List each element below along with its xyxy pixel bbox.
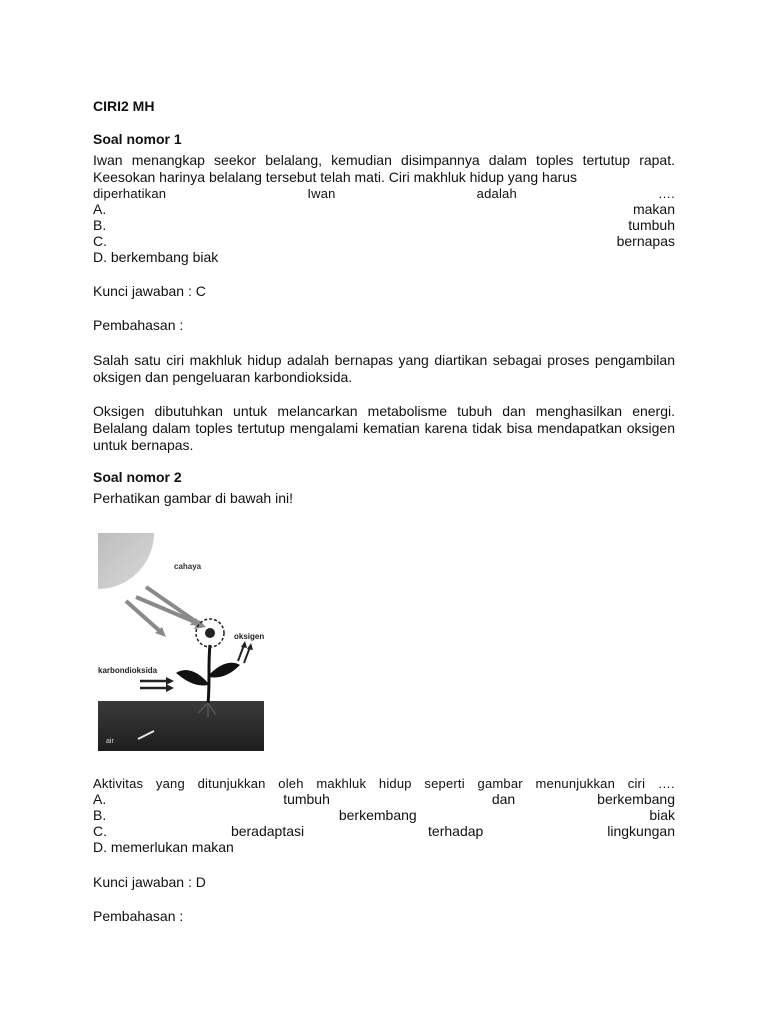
question-1-option-c bbox=[93, 233, 675, 250]
option-label: A. bbox=[93, 791, 107, 807]
option-word: berkembang bbox=[597, 791, 675, 807]
word: diperhatikan bbox=[93, 186, 167, 201]
word: Aktivitas bbox=[93, 776, 144, 791]
co2-arrowhead bbox=[166, 677, 174, 685]
document-title: CIRI2 MH bbox=[93, 98, 155, 114]
question-2-option-a bbox=[93, 791, 675, 808]
option-text: makan bbox=[632, 201, 675, 217]
option-label: B. bbox=[93, 217, 107, 233]
plant-leaf bbox=[209, 663, 240, 678]
question-2-question-text bbox=[93, 775, 675, 792]
option-text: bernapas bbox=[616, 233, 675, 249]
soil-shape bbox=[98, 701, 264, 751]
sun-shape bbox=[98, 533, 154, 589]
co2-label: karbondioksida bbox=[98, 666, 158, 675]
question-1-option-a bbox=[93, 201, 675, 218]
option-word: lingkungan bbox=[607, 823, 675, 839]
option-word: beradaptasi bbox=[230, 823, 305, 839]
oxygen-arrowhead bbox=[241, 641, 247, 648]
word: yang bbox=[155, 776, 185, 791]
light-label: cahaya bbox=[174, 562, 202, 571]
option-label: C. bbox=[93, 823, 107, 839]
plant-leaf bbox=[176, 670, 208, 685]
photosynthesis-illustration bbox=[98, 533, 278, 753]
option-label: A. bbox=[93, 201, 107, 217]
word: gambar bbox=[477, 776, 523, 791]
light-rays bbox=[126, 587, 202, 633]
plant-stem bbox=[208, 645, 210, 703]
question-2-discussion-label: Pembahasan : bbox=[93, 908, 184, 924]
option-word: berkembang bbox=[338, 807, 417, 823]
option-word: terhadap bbox=[428, 823, 484, 839]
question-1-discussion-paragraph-2: Oksigen dibutuhkan untuk melancarkan metabolisme tubuh dan menghasilkan energi. Belalang dalam toples tertutup mengalami kematian karena tidak bisa mendapatkan oksigen untuk bernapas. bbox=[93, 403, 675, 453]
word: Iwan bbox=[307, 186, 336, 201]
question-2-heading: Soal nomor 2 bbox=[93, 469, 182, 485]
question-1-option-d: D. berkembang biak bbox=[93, 249, 219, 265]
question-2-option-b bbox=[93, 807, 675, 824]
word: ditunjukkan bbox=[197, 776, 266, 791]
oxygen-label: oksigen bbox=[234, 632, 265, 641]
word: adalah bbox=[476, 186, 517, 201]
option-label: B. bbox=[93, 807, 107, 823]
question-1-discussion-label: Pembahasan : bbox=[93, 317, 184, 333]
option-text: tumbuh bbox=[628, 217, 675, 233]
word: menunjukkan bbox=[535, 776, 616, 791]
co2-arrowhead bbox=[166, 684, 174, 692]
option-word: biak bbox=[649, 807, 675, 823]
word: oleh bbox=[278, 776, 304, 791]
question-1-heading: Soal nomor 1 bbox=[93, 131, 182, 147]
photosynthesis-figure bbox=[98, 533, 278, 753]
word: seperti bbox=[424, 776, 465, 791]
question-2-option-c bbox=[93, 823, 675, 840]
option-word: tumbuh bbox=[283, 791, 330, 807]
question-2-instruction: Perhatikan gambar di bawah ini! bbox=[93, 490, 294, 506]
word: ciri bbox=[627, 776, 646, 791]
question-2-answer-key: Kunci jawaban : D bbox=[93, 874, 206, 890]
question-1-text-last-line bbox=[93, 185, 675, 202]
question-1-text: Iwan menangkap seekor belalang, kemudian disimpannya dalam toples tertutup rapat. Keesokan harinya belalang tersebut telah mati. Ciri makhluk hidup yang harus bbox=[93, 152, 675, 185]
oxygen-arrowhead bbox=[247, 643, 253, 650]
question-1-answer-key: Kunci jawaban : C bbox=[93, 283, 206, 299]
option-word: dan bbox=[491, 791, 516, 807]
word: makhluk bbox=[316, 776, 367, 791]
question-1-discussion-paragraph-1: Salah satu ciri makhluk hidup adalah bernapas yang diartikan sebagai proses pengambilan oksigen dan pengeluaran karbondioksida. bbox=[93, 352, 675, 385]
word: hidup bbox=[378, 776, 412, 791]
word: …. bbox=[657, 186, 675, 201]
question-2-option-d: D. memerlukan makan bbox=[93, 839, 234, 855]
water-label: air bbox=[106, 738, 114, 745]
co2-arrows bbox=[140, 681, 168, 688]
word: …. bbox=[657, 776, 675, 791]
question-1-option-b bbox=[93, 217, 675, 234]
option-label: C. bbox=[93, 233, 107, 249]
